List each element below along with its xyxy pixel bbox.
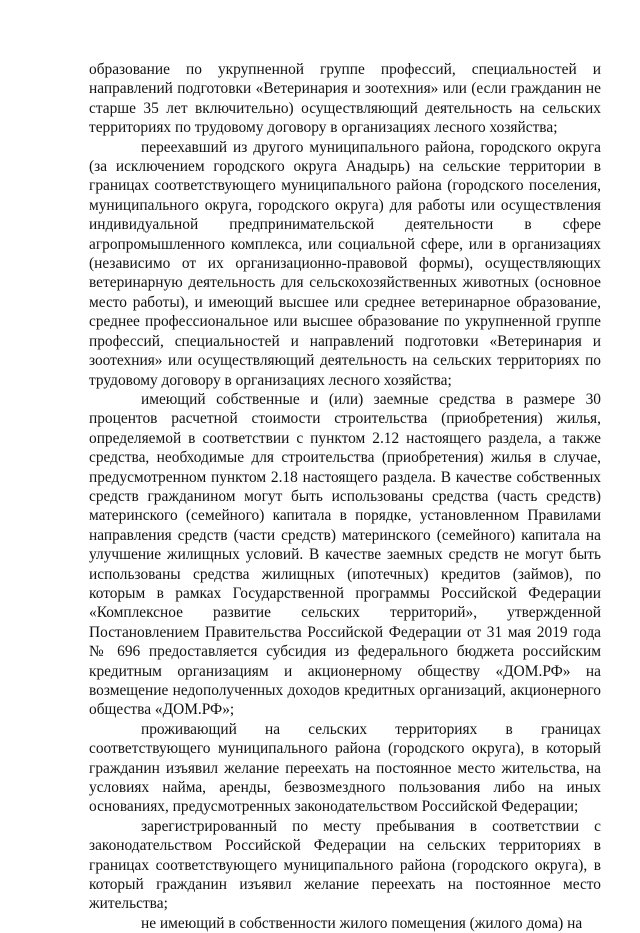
paragraph-own-funds: имеющий собственные и (или) заемные средства в размере 30 процентов расчетной стоимости строительства (приобретения) жилья, определяемой в соответствии с пунктом 2.12 настоящего раздела, а также средства, необходимые для строительства (приобретения) жилья в случае, предусмотренном пунктом 2.18 настоящего раздела. В качестве собственных средств гражданином могут быть использованы средства (часть средств) материнского (семейного) капитала в порядке, установленном Правилами направления средств (части средств) материнского (семейного) капитала на улучшение жилищных условий. В качестве заемных средств не могут быть использованы средства жилищных (ипотечных) кредитов (займов), по которым в рамках Государственной программы Российской Федерации «Комплексное развитие сельских территорий», утвержденной Постановлением Правительства Российской Федерации от 31 мая 2019 года № 696 предоставляется субсидия из федерального бюджета российским кредитным организациям и акционерному обществу «ДОМ.РФ» на возмещение недополученных доходов кредитных организаций, акционерного общества «ДОМ.РФ»;: [89, 390, 601, 719]
paragraph-continuation: образование по укрупненной группе профессий, специальностей и направлений подготовки «Ветеринария и зоотехния» или (если гражданин не старше 35 лет включительно) осуществляющий деятельность на сельских территориях по трудовому договору в организациях лесного хозяйства;: [89, 61, 601, 137]
paragraph-registered: зарегистрированный по месту пребывания в соответствии с законодательством Российской Федерации на сельских территориях в границах соответствующего муниципального района (городского округа), в который гражданин изъявил желание переехать на постоянное место жительства;: [89, 817, 601, 913]
paragraph-residing: проживающий на сельских территориях в границах соответствующего муниципального района (городского округа), в который гражданин изъявил желание переехать на постоянное место жительства, на условиях найма, аренды, безвозмездного пользования либо на иных основаниях, предусмотренных законодательством Российской Федерации;: [89, 720, 601, 816]
paragraph-relocated-citizen: переехавший из другого муниципального района, городского округа (за исключением городского округа Анадырь) на сельские территории в границах соответствующего муниципального района (городского поселения, муниципального округа, городского округа) для работы или осуществления индивидуальной предпринимательской деятельности в сфере агропромышленного комплекса, или социальной сфере, или в организациях (независимо от их организационно-правовой формы), осуществляющих ветеринарную деятельность для сельскохозяйственных животных (основное место работы), и имеющий высшее или среднее ветеринарное образование, среднее профессиональное или высшее образование по укрупненной группе профессий, специальностей и направлений подготовки «Ветеринария и зоотехния» или осуществляющий деятельность на сельских территориях по трудовому договору в организациях лесного хозяйства;: [89, 138, 601, 389]
paragraph-no-housing: не имеющий в собственности жилого помещения (жилого дома) на: [141, 914, 583, 932]
document-body: [89, 60, 601, 933]
